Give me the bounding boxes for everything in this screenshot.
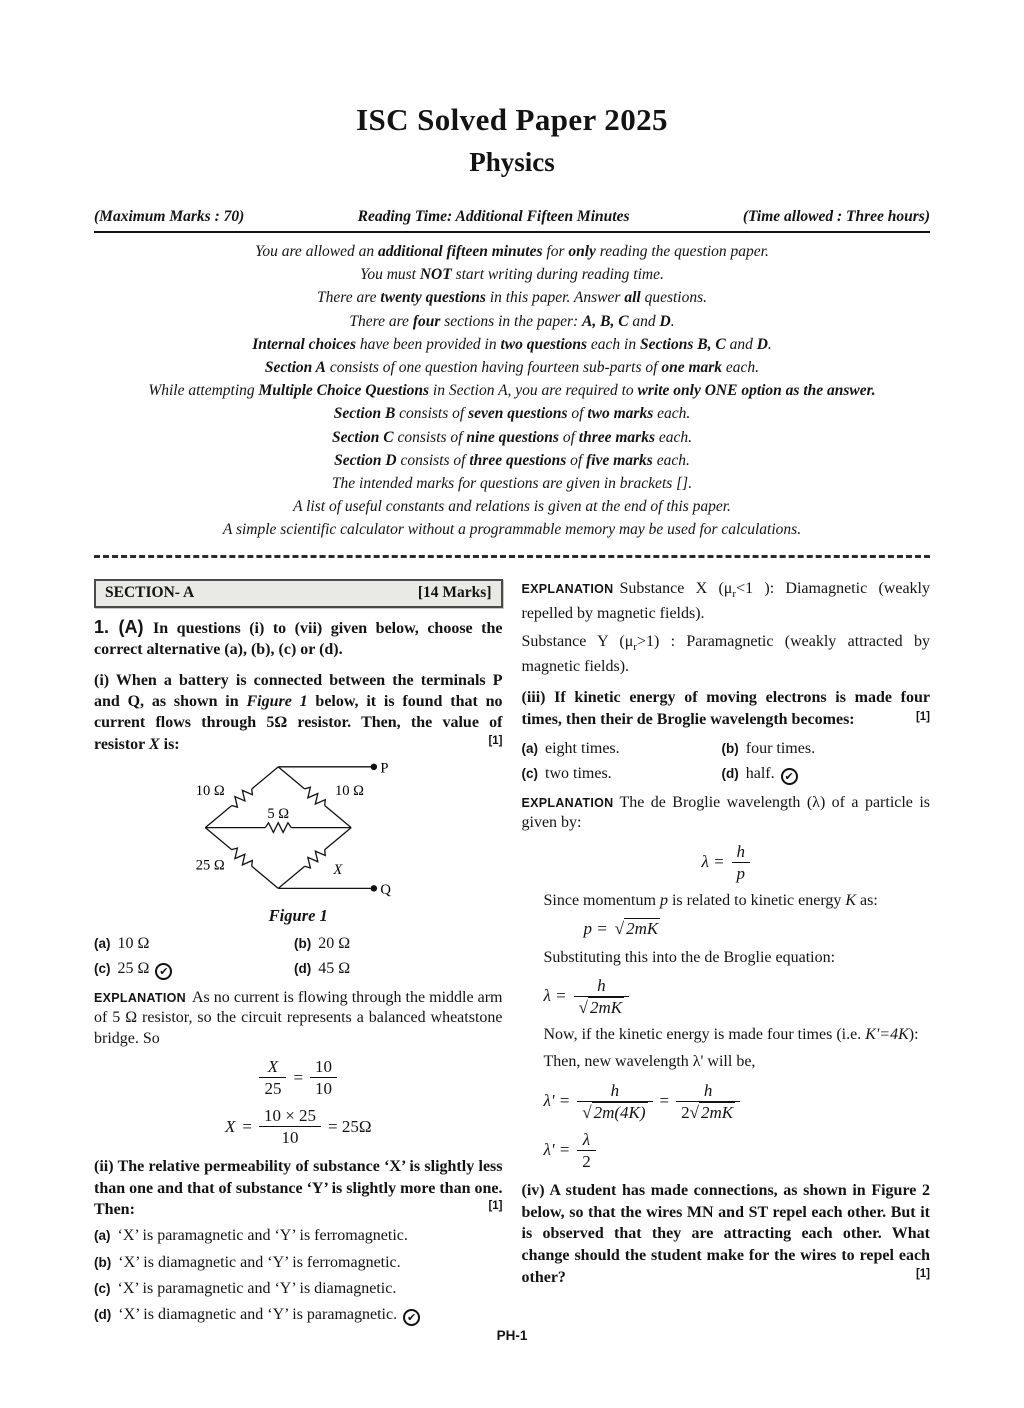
numerator: X <box>259 1057 286 1078</box>
denominator: 2 <box>582 1151 591 1171</box>
text-segment: While attempting <box>148 382 259 400</box>
text-segment: A list of useful constants and relations is given at the end of this paper. <box>293 498 731 516</box>
question-ii-options <box>94 1226 503 1326</box>
equation-de-broglie <box>522 842 931 883</box>
question-i-explanation <box>94 988 503 1049</box>
instruction-line <box>94 310 930 333</box>
terminal-q-label: Q <box>380 881 391 898</box>
option-d <box>294 959 503 980</box>
option-c <box>94 1279 503 1299</box>
fraction <box>310 1057 337 1098</box>
equation-lambda-k <box>522 976 931 1017</box>
lambda-prime-equals: λ' = <box>543 1140 571 1160</box>
option-b <box>94 1253 503 1273</box>
text-segment: seven questions <box>468 405 568 423</box>
text-segment: Multiple Choice Questions <box>258 382 430 400</box>
option-key: (d) <box>721 766 739 782</box>
two-column-body <box>94 579 930 1327</box>
text-segment: consists of <box>395 405 469 423</box>
numerator: 10 × 25 <box>259 1106 321 1127</box>
text-segment: (ii) The relative permeability of substance ‘X’ is slightly less than one and that of substance ‘Y’ is slightly more than one. Then: <box>94 1158 503 1218</box>
instruction-line <box>94 472 930 495</box>
fraction <box>732 842 751 883</box>
square-root <box>615 919 660 939</box>
denominator: 10 <box>281 1128 299 1148</box>
text-segment: You are allowed an <box>255 243 379 260</box>
text-segment: all <box>624 289 641 307</box>
text-segment: The intended marks for questions are given in brackets []. <box>331 475 693 493</box>
explanation-tag: EXPLANATION <box>94 991 186 1006</box>
variable-x: X <box>224 1116 236 1136</box>
equation-x-value <box>94 1106 503 1147</box>
p-equals: p = <box>583 919 608 939</box>
terminal-p-dot <box>370 763 376 769</box>
question-i-options <box>94 934 503 980</box>
question-iii <box>522 687 931 732</box>
resistor-x-icon <box>301 846 327 870</box>
instruction-line <box>94 356 930 379</box>
question-iii-marks: [1] <box>915 711 930 724</box>
text-segment: <1 ): Diamagnetic (weakly repelled by magnetic fields). <box>521 579 930 623</box>
section-a-label: SECTION- A <box>105 583 195 601</box>
instruction-line <box>94 263 930 286</box>
question-iv <box>522 1180 931 1289</box>
text-segment: start writing during reading time. <box>451 266 664 284</box>
option-key: (c) <box>521 766 538 782</box>
question-i-marks: [1] <box>488 734 503 747</box>
text-segment: A, B, C <box>582 312 629 330</box>
wheatstone-bridge-diagram <box>181 757 416 899</box>
text-segment: is: <box>159 735 180 753</box>
lambda-prime-equals: λ' = <box>543 1091 571 1111</box>
text-segment: Now, if the kinetic energy is made four times (i.e. <box>543 1026 866 1044</box>
text-segment: p <box>659 891 668 909</box>
option-a <box>94 1226 503 1246</box>
new-wavelength-text <box>522 1052 931 1072</box>
text-segment: 1. (A) <box>94 617 154 638</box>
text-segment: A simple scientific calculator without a programmable memory may be used for calculations. <box>222 521 802 539</box>
denominator: p <box>736 863 746 883</box>
text-segment: In questions (i) to (vii) given below, choose the correct alternative (a), (b), (c) or (d). <box>94 620 503 659</box>
radical-sign: √ <box>614 919 625 939</box>
radical-sign: √ <box>689 1102 699 1122</box>
text-segment: five marks <box>586 451 653 469</box>
question-iii-options <box>522 739 931 785</box>
lambda-equals: λ = <box>701 852 725 872</box>
resistor-10ohm-top-left-icon <box>228 785 254 809</box>
question-ii-marks: [1] <box>488 1199 503 1212</box>
left-column <box>94 579 503 1327</box>
option-text: two times. <box>545 765 612 783</box>
denominator <box>577 1102 652 1122</box>
denominator <box>574 997 629 1017</box>
terminal-q-dot <box>370 885 376 891</box>
question-ii <box>94 1156 503 1220</box>
text-segment: NOT <box>419 266 452 284</box>
text-segment: in this paper. Answer <box>485 289 625 307</box>
section-a-header <box>94 579 503 608</box>
text-segment: (iii) If kinetic energy of moving electrons is made four times, then their de Broglie wavelength becomes: <box>521 688 930 729</box>
question-ii-explanation-2 <box>522 632 931 678</box>
option-text: half. <box>745 765 775 783</box>
general-instructions <box>94 240 930 542</box>
right-column <box>522 579 931 1327</box>
numerator: λ <box>577 1130 596 1151</box>
option-text: 10 Ω <box>117 934 150 952</box>
text-segment: and <box>628 312 660 330</box>
question-ii-text <box>94 1158 503 1218</box>
instruction-line <box>94 240 930 263</box>
question-iii-explanation <box>522 793 931 834</box>
text-segment: each. <box>653 405 691 423</box>
numerator: h <box>577 1081 652 1102</box>
equation-bridge-balance <box>94 1057 503 1098</box>
option-text: four times. <box>745 739 816 757</box>
text-segment: sections in the paper: <box>440 312 583 330</box>
text-segment: three questions <box>469 451 567 469</box>
text-segment: and <box>725 335 757 353</box>
label-5ohm-middle: 5 Ω <box>267 805 289 822</box>
page-title: ISC Solved Paper 2025 <box>356 102 668 137</box>
text-segment: write only ONE option as the answer. <box>637 382 876 400</box>
question-1a-intro <box>94 617 503 661</box>
equation-momentum <box>522 919 931 939</box>
numerator: 10 <box>310 1057 337 1078</box>
option-text: ‘X’ is paramagnetic and ‘Y’ is ferromagnetic. <box>117 1227 408 1245</box>
instruction-line <box>94 426 930 449</box>
text-segment: (i) When a battery is connected between the terminals P and Q, as shown in <box>94 671 503 710</box>
option-b <box>294 934 503 954</box>
text-segment: . <box>670 312 675 330</box>
equals-sign: = <box>242 1116 252 1136</box>
correct-answer-check-icon: ✔ <box>155 963 172 980</box>
max-marks: (Maximum Marks : 70) <box>94 208 245 225</box>
exam-meta-row <box>94 208 930 226</box>
instruction-line <box>94 518 930 541</box>
text-segment: Substituting this into the de Broglie equation: <box>543 948 836 966</box>
option-key: (d) <box>94 1307 112 1323</box>
text-segment: Section A <box>264 359 326 377</box>
text-segment: consists of one question having fourteen sub-parts of <box>325 359 662 377</box>
option-text: ‘X’ is diamagnetic and ‘Y’ is paramagnetic. <box>118 1306 398 1324</box>
instruction-line <box>94 495 930 518</box>
radicand: 2m(4K) <box>593 1102 646 1122</box>
text-segment: for <box>542 243 569 260</box>
option-key: (a) <box>521 740 538 756</box>
text-segment: D <box>659 312 671 330</box>
figure-1-caption: Figure 1 <box>268 906 328 926</box>
reading-time: Reading Time: Additional Fifteen Minutes <box>357 208 630 225</box>
option-key: (c) <box>94 961 111 977</box>
option-text: ‘X’ is diamagnetic and ‘Y’ is ferromagnetic. <box>118 1253 401 1271</box>
momentum-relation-text <box>522 891 931 911</box>
denominator: 25 <box>264 1079 282 1099</box>
resistor-25ohm-icon <box>228 846 254 870</box>
option-key: (d) <box>294 961 312 977</box>
denominator: 10 <box>315 1079 333 1099</box>
option-key: (b) <box>721 740 739 756</box>
page-subtitle: Physics <box>469 147 555 177</box>
label-25ohm-bottom-left: 25 Ω <box>195 857 225 874</box>
text-segment: Figure 1 <box>246 692 308 710</box>
instruction-line <box>94 402 930 425</box>
text-segment: in Section A, you are required to <box>429 382 638 400</box>
text-segment: r <box>732 587 737 600</box>
label-x-bottom-right: X <box>333 861 343 878</box>
text-segment: is related to kinetic energy <box>667 891 846 909</box>
option-key: (b) <box>294 935 312 951</box>
text-segment: You must <box>360 266 420 284</box>
text-segment: nine questions <box>466 428 559 446</box>
text-segment: each. <box>654 428 692 446</box>
question-i <box>94 670 503 755</box>
label-10ohm-top-right: 10 Ω <box>334 783 364 800</box>
text-segment: additional fifteen minutes <box>378 243 543 260</box>
text-segment: The de Broglie wavelength (λ) of a particle is given by: <box>521 794 930 832</box>
text-segment: Then, new wavelength λ' will be, <box>543 1053 756 1071</box>
equation-lambda-prime <box>522 1081 931 1122</box>
text-segment: Substance Y (μ <box>521 632 634 650</box>
radicand: 2mK <box>700 1102 734 1122</box>
option-d <box>94 1305 503 1326</box>
text-segment: three marks <box>578 428 655 446</box>
text-segment: Section D <box>334 451 397 469</box>
option-b <box>722 739 931 759</box>
text-segment: two questions <box>500 335 588 353</box>
text-segment: Section C <box>331 428 394 446</box>
text-segment: >1) : Paramagnetic (weakly attracted by magnetic fields). <box>521 632 930 676</box>
text-segment: . <box>767 335 772 353</box>
instruction-line <box>94 333 930 356</box>
dashed-separator <box>94 555 930 558</box>
instruction-line <box>94 379 930 402</box>
option-text: 45 Ω <box>318 960 351 978</box>
fraction <box>577 1081 652 1122</box>
denominator <box>676 1102 740 1122</box>
text-segment: only <box>568 243 596 260</box>
question-i-text <box>94 672 503 753</box>
text-segment: each in <box>587 335 640 353</box>
question-iii-text <box>522 689 931 729</box>
lambda-equals: λ = <box>543 986 567 1006</box>
option-key: (a) <box>94 1228 111 1244</box>
fraction <box>676 1081 740 1122</box>
text-segment: There are <box>316 289 381 307</box>
text-segment: As no current is flowing through the middle arm of 5 Ω resistor, so the circuit represents a balanced wheatstone bridge. So <box>94 989 503 1047</box>
option-a <box>522 739 722 759</box>
fraction <box>259 1057 286 1098</box>
section-a-marks: [14 Marks] <box>417 583 492 601</box>
text-segment: Internal choices <box>252 335 356 353</box>
text-segment: X <box>148 735 160 753</box>
instruction-line <box>94 449 930 472</box>
text-segment: There are <box>349 312 413 330</box>
text-segment: (iv) A student has made connections, as shown in Figure 2 below, so that the wires MN and ST repel each other. But it is observed that they are attracting each other. What change should the student make for the wires to repel each other? <box>521 1181 930 1287</box>
text-segment: two marks <box>587 405 654 423</box>
explanation-tag: EXPLANATION <box>521 581 614 596</box>
label-10ohm-top-left: 10 Ω <box>195 783 225 800</box>
equals-sign: = <box>293 1067 304 1087</box>
radical-sign: √ <box>578 998 588 1018</box>
option-text: eight times. <box>545 739 620 757</box>
text-segment: consists of <box>393 428 467 446</box>
numerator: h <box>574 976 629 997</box>
text-segment: Substance X (μ <box>619 579 733 597</box>
terminal-p-label: P <box>380 760 389 777</box>
result: = 25Ω <box>328 1116 372 1136</box>
text-segment: questions. <box>640 289 707 307</box>
wire-bottom-right <box>278 827 351 888</box>
time-allowed: (Time allowed : Three hours) <box>742 208 930 225</box>
text-segment: reading the question paper. <box>595 243 769 260</box>
numerator: h <box>676 1081 740 1102</box>
radicand: 2mK <box>626 919 659 939</box>
header-rule <box>94 231 930 233</box>
four-times-text <box>522 1025 931 1045</box>
equals-sign: = <box>659 1091 670 1111</box>
text-segment: of <box>566 451 587 469</box>
text-segment: each. <box>722 359 760 377</box>
text-segment: below, it is found that no current flows through 5Ω resistor. Then, the value of resistor <box>94 692 503 753</box>
numerator: h <box>732 842 751 863</box>
text-segment: Since momentum <box>543 891 660 909</box>
text-segment: consists of <box>396 451 470 469</box>
question-iv-marks: [1] <box>915 1268 930 1281</box>
instruction-line <box>94 286 930 309</box>
resistor-10ohm-top-right-icon <box>301 785 327 809</box>
text-segment: of <box>558 428 579 446</box>
substitute-text <box>522 948 931 968</box>
text-segment: ): <box>908 1026 919 1044</box>
option-key: (a) <box>94 935 111 951</box>
radical-sign: √ <box>582 1102 592 1122</box>
resistor-5ohm-icon <box>265 823 291 833</box>
option-key: (c) <box>94 1280 111 1296</box>
correct-answer-check-icon: ✔ <box>781 768 798 785</box>
text-segment: r <box>633 640 637 653</box>
fraction <box>259 1106 321 1147</box>
question-iv-text <box>522 1182 931 1286</box>
text-segment: K <box>845 891 857 909</box>
page-number: PH-1 <box>496 1328 528 1343</box>
text-segment: as: <box>856 891 878 909</box>
option-a <box>94 934 294 954</box>
figure-1-circuit <box>94 757 503 905</box>
option-c <box>94 959 294 980</box>
text-segment: of <box>567 405 588 423</box>
text-segment: have been provided in <box>355 335 501 353</box>
option-text: ‘X’ is paramagnetic and ‘Y’ is diamagnetic. <box>117 1279 397 1297</box>
explanation-tag: EXPLANATION <box>521 796 614 811</box>
text-segment: each. <box>652 451 690 469</box>
text-segment: Sections B, C <box>640 335 726 353</box>
radicand: 2mK <box>589 998 623 1018</box>
correct-answer-check-icon: ✔ <box>403 1309 420 1326</box>
fraction <box>574 976 629 1017</box>
fraction <box>577 1130 596 1171</box>
equation-lambda-half <box>522 1130 931 1171</box>
option-c <box>522 764 722 785</box>
text-segment: K'=4K <box>865 1026 909 1044</box>
text-segment: D <box>756 335 768 353</box>
text-segment: twenty questions <box>380 289 486 307</box>
question-ii-explanation-1 <box>522 579 931 625</box>
coefficient: 2 <box>681 1102 690 1122</box>
text-segment: four <box>412 312 441 330</box>
option-text: 25 Ω <box>117 960 150 978</box>
option-text: 20 Ω <box>318 934 351 952</box>
option-key: (b) <box>94 1254 112 1270</box>
option-d <box>722 764 931 785</box>
text-segment: Section B <box>333 405 396 423</box>
text-segment: one mark <box>661 359 723 377</box>
